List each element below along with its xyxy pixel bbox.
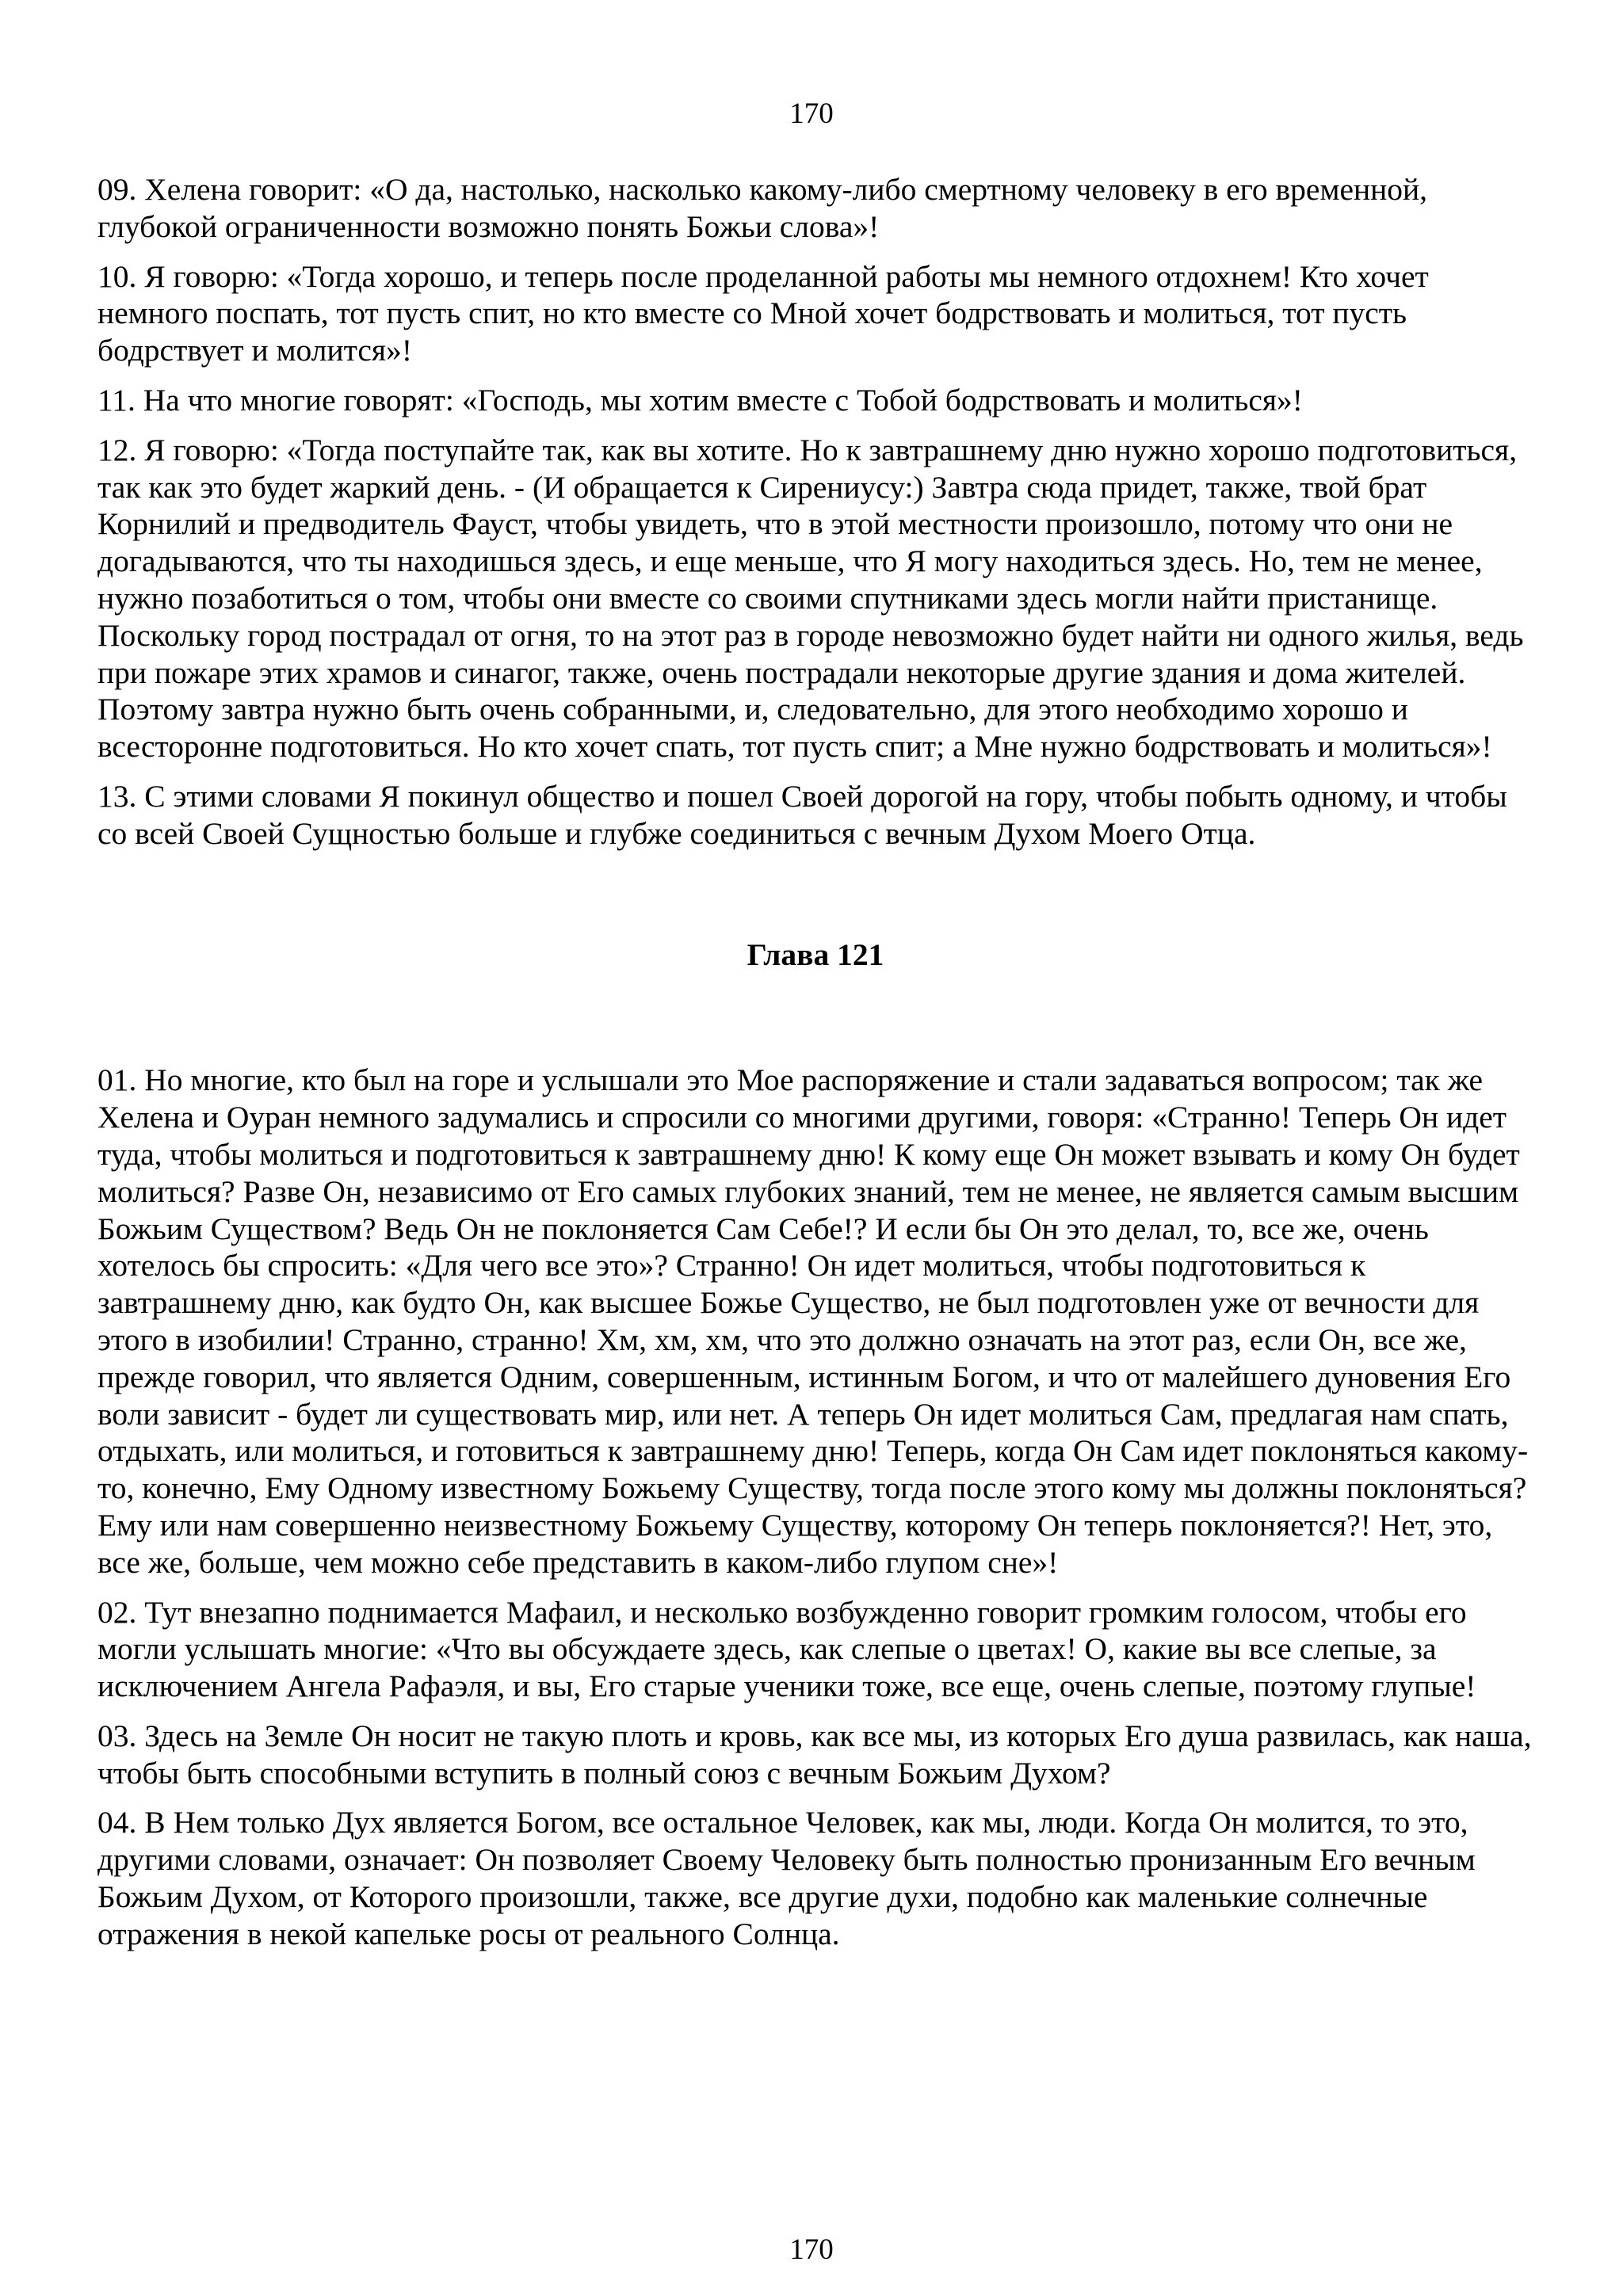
paragraph-09: 09. Хелена говорит: «О да, настолько, насколько какому-либо смертному человеку в его временной, глубокой ограниченности возможно понять Божьи слова»!	[97, 172, 1428, 244]
chapter-title: Глава 121	[747, 936, 884, 972]
chapter-paragraph-04: 04. В Нем только Дух является Богом, все остальное Человек, как мы, люди. Когда Он молится, то это, другими словами, означает: Он позволяет Своему Человеку быть полностью пронизанным Его вечным Божьим Духом, от Которого произошли, также, все другие духи, подобно как маленькие солнечные отражения в некой капельке росы от реального Солнца.	[97, 1805, 1476, 1951]
page-content	[97, 171, 1533, 1966]
paragraph-13: 13. С этими словами Я покинул общество и пошел Своей дорогой на гору, чтобы побыть одному, и чтобы со всей Своей Сущностью больше и глубже соединиться с вечным Духом Моего Отца.	[97, 778, 1507, 851]
chapter-paragraph-02: 02. Тут внезапно поднимается Мафаил, и несколько возбужденно говорит громким голосом, чтобы его могли услышать многие: «Что вы обсуждаете здесь, как слепые о цветах! О, какие вы все слепые, за исключением Ангела Рафаэля, и вы, Его старые ученики тоже, все еще, очень слепые, поэтому глупые!	[97, 1594, 1476, 1704]
paragraph-10: 10. Я говорю: «Тогда хорошо, и теперь после проделанной работы мы немного отдохнем! Кто хочет немного поспать, тот пусть спит, но кто вместе со Мной хочет бодрствовать и молиться, тот пусть бодрствует и молится»!	[97, 258, 1429, 368]
paragraph-11: 11. На что многие говорят: «Господь, мы хотим вместе с Тобой бодрствовать и молиться»!	[97, 382, 1303, 418]
page-number-top: 170	[789, 97, 834, 130]
chapter-paragraph-01: 01. Но многие, кто был на горе и услышали это Мое распоряжение и стали задаваться вопросом; так же Хелена и Оуран немного задумались и спросили со многими другими, говоря: «Странно! Теперь Он идет туда, чтобы молиться и подготовиться к завтрашнему дню! К кому еще Он может взывать и кому Он будет молиться? Разве Он, независимо от Его самых глубоких знаний, тем не менее, не является самым высшим Божьим Существом? Ведь Он не поклоняется Сам Себе!? И если бы Он это делал, то, все же, очень хотелось бы спросить: «Для чего все это»? Странно! Он идет молиться, чтобы подготовиться к завтрашнему дню, как будто Он, как высшее Божье Существо, не был подготовлен уже от вечности для этого в изобилии! Странно, странно! Хм, хм, хм, что это должно означать на этот раз, если Он, все же, прежде говорил, что является Одним, совершенным, истинным Богом, и что от малейшего дуновения Его воли зависит - будет ли существовать мир, или нет. А теперь Он идет молиться Сам, предлагая нам спать, отдыхать, или молиться, и готовиться к завтрашнему дню! Теперь, когда Он Сам идет поклоняться какому-то, конечно, Ему Одному известному Божьему Существу, тогда после этого кому мы должны поклоняться? Ему или нам совершенно неизвестному Божьему Существу, которому Он теперь поклоняется?! Нет, это, все же, больше, чем можно себе представить в каком-либо глупом сне»!	[97, 1062, 1529, 1580]
page-number-bottom: 170	[789, 2233, 834, 2266]
paragraph-12: 12. Я говорю: «Тогда поступайте так, как вы хотите. Но к завтрашнему дню нужно хорошо подготовиться, так как это будет жаркий день. - (И обращается к Сирениусу:) Завтра сюда придет, также, твой брат Корнилий и предводитель Фауст, чтобы увидеть, что в этой местности произошло, потому что они не догадываются, что ты находишься здесь, и еще меньше, что Я могу находиться здесь. Но, тем не менее, нужно позаботиться о том, чтобы они вместе со своими спутниками здесь могли найти пристанище. Поскольку город пострадал от огня, то на этот раз в городе невозможно будет найти ни одного жилья, ведь при пожаре этих храмов и синагог, также, очень пострадали некоторые другие здания и дома жителей. Поэтому завтра нужно быть очень собранными, и, следовательно, для этого необходимо хорошо и всесторонне подготовиться. Но кто хочет спать, тот пусть спит; а Мне нужно бодрствовать и молиться»!	[97, 432, 1524, 765]
chapter-paragraph-03: 03. Здесь на Земле Он носит не такую плоть и кровь, как все мы, из которых Его душа развилась, как наша, чтобы быть способными вступить в полный союз с вечным Божьим Духом?	[97, 1718, 1532, 1791]
